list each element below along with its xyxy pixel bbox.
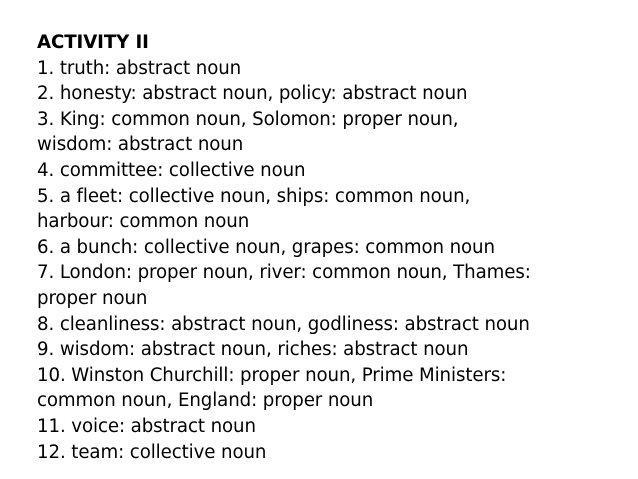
answer-line: 12. team: collective noun [37,441,267,463]
answer-line: 5. a fleet: collective noun, ships: common noun, [37,185,471,207]
answer-line: 8. cleanliness: abstract noun, godliness: abstract noun [37,313,530,335]
answer-line: 7. London: proper noun, river: common noun, Thames: [37,262,531,284]
answer-line: 2. honesty: abstract noun, policy: abstract noun [37,83,468,105]
answer-line: wisdom: abstract noun [37,134,244,156]
answer-line: harbour: common noun [37,211,250,233]
answer-line: 1. truth: abstract noun [37,57,242,79]
answer-line: 11. voice: abstract noun [37,415,256,437]
answer-line: proper noun [37,287,148,309]
activity-title: ACTIVITY II [37,32,149,53]
answer-line: 10. Winston Churchill: proper noun, Prime Ministers: [37,364,507,386]
answer-line: 9. wisdom: abstract noun, riches: abstract noun [37,339,469,361]
answer-line: 3. King: common noun, Solomon: proper noun, [37,108,459,130]
answer-line: 6. a bunch: collective noun, grapes: common noun [37,236,495,258]
answer-line: 4. committee: collective noun [37,159,306,181]
slide-content [37,30,627,465]
answer-line: common noun, England: proper noun [37,390,374,412]
